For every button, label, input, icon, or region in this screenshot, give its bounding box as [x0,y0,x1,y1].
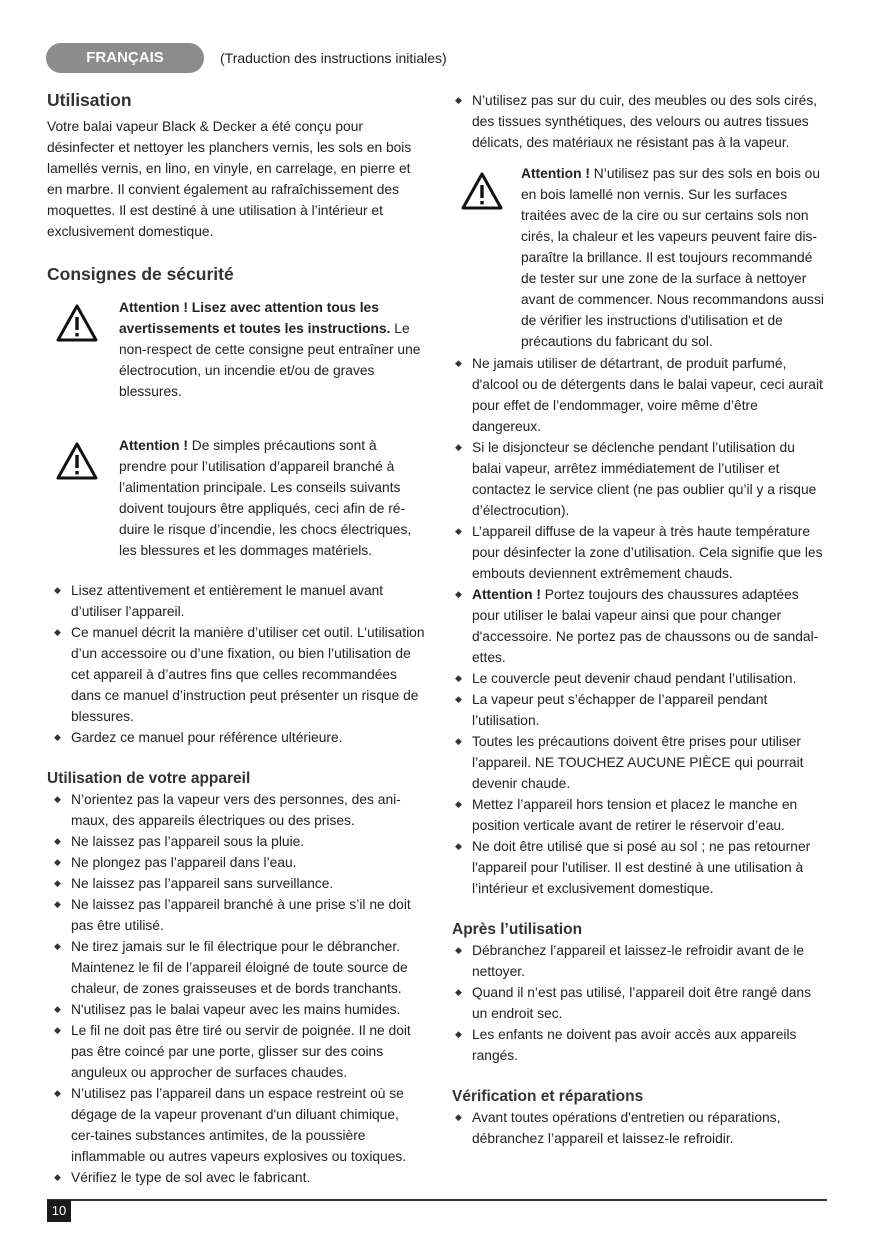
list-item: ◆ N’utilisez pas sur du cuir, des meubles ou des sols cirés, des tissues synthétiques, des velours ou autres tissues délicats, des matériaux ne résistant pas à la vapeur. [452,90,827,153]
attention-bold: Attention ! [472,587,541,602]
section-title-consignes: Consignes de sécurité [47,264,234,284]
warning-triangle-icon [55,441,99,481]
warning-block-2 [47,435,425,561]
list-item: ◆ Ne jamais utiliser de détartrant, de produit parfumé, d'alcool ou de détergents dans le balai vapeur, ceci aurait pour effet de l’endommager, voire même d’être dangereux. [452,353,827,437]
list-item: ◆ Ne laissez pas l’appareil sans surveillance. [47,873,425,894]
section-title-utilisation: Utilisation [47,90,132,110]
consignes-list [47,580,425,748]
list-item: ◆ Si le disjoncteur se déclenche pendant l’utilisation du balai vapeur, arrêtez immédiatement de l’utiliser et contactez le service client (ne pas oublier qu’il y a risque d’électrocution). [452,437,827,521]
verification-list [452,1107,827,1149]
list-item: ◆ Le couvercle peut devenir chaud pendant l’utilisation. [452,668,827,689]
warning-3-text: N’utilisez pas sur des sols en bois ou en bois lamellé non vernis. Sur les surfaces traitées avec de la cire ou sur certains sols non cirés, la chaleur et les vapeurs peuvent faire dis-paraître la brillance. Il est toujours recommandé de tester sur une zone de la surface à nettoyer avant de commencer. Nous recommandons aussi de vérifier les instructions d'utilisation et de précautions du fabricant du sol. [521,166,824,349]
list-item: ◆ Mettez l’appareil hors tension et placez le manche en position verticale avant de retirer le réservoir d’eau. [452,794,827,836]
translation-note: (Traduction des instructions initiales) [220,50,447,66]
list-item: ◆ Ne tirez jamais sur le fil électrique pour le débrancher. Maintenez le fil de l’appareil éloigné de toute source de chaleur, de zones graisseuses et de bords tranchants. [47,936,425,999]
warning-block-1 [47,297,425,402]
list-item: ◆ Toutes les précautions doivent être prises pour utiliser l’appareil. NE TOUCHEZ AUCUNE PIÈCE qui pourrait devenir chaude. [452,731,827,794]
warning-3-bold: Attention ! [521,166,590,181]
list-item: ◆ Ce manuel décrit la manière d’utiliser cet outil. L’utilisation d’un accessoire ou d’une fixation, ou bien l’utilisation de cet appareil à d’autres fins que celles recommandées dans ce manuel d’instruction peut présenter un risque de blessures. [47,622,425,727]
list-item: ◆ Quand il n’est pas utilisé, l’appareil doit être rangé dans un endroit sec. [452,982,827,1024]
warning-triangle-icon [460,171,504,211]
votre-appareil-list [47,789,425,1188]
list-item: ◆ Ne doit être utilisé que si posé au sol ; ne pas retourner l'appareil pour l'utiliser. Il est destiné à une utilisation à l’intérieur et exclusivement domestique. [452,836,827,899]
list-item: ◆ Ne laissez pas l’appareil branché à une prise s’il ne doit pas être utilisé. [47,894,425,936]
right-main-list [452,353,827,899]
warning-1-bold: Attention ! Lisez avec attention tous les avertissements et toutes les instructions. [119,300,391,336]
right-column [452,90,827,1149]
warning-1-text: Le non-respect de cette consigne peut entraîner une électrocution, un incendie et/ou de graves blessures. [119,321,421,399]
list-item: ◆ Débranchez l’appareil et laissez-le refroidir avant de le nettoyer. [452,940,827,982]
footer-divider [47,1199,827,1201]
attention-text: Portez toujours des chaussures adaptées pour utiliser le balai vapeur ainsi que pour changer d'accessoire. Ne portez pas de chaussons ou de sandal-ettes. [472,587,819,665]
list-item: ◆ Les enfants ne doivent pas avoir accès aux appareils rangés. [452,1024,827,1066]
list-item: ◆ N’orientez pas la vapeur vers des personnes, des ani-maux, des appareils électriques ou des prises. [47,789,425,831]
list-item: ◆ N'utilisez pas le balai vapeur avec les mains humides. [47,999,425,1020]
page-number: 10 [47,1200,71,1222]
list-item: ◆ La vapeur peut s’échapper de l’appareil pendant l’utilisation. [452,689,827,731]
utilisation-text: Votre balai vapeur Black & Decker a été conçu pour désinfecter et nettoyer les planchers vernis, les sols en bois lamellés vernis, en lino, en vinyle, en carrelage, en pierre et en marbre. Il convient également au rafraîchissement des moquettes. Il est destiné à une utilisation à l’intérieur et exclusivement domestique. [47,119,412,239]
warning-2-text: De simples précautions sont à prendre pour l’utilisation d’appareil branché à l’alimentation principale. Les conseils suivants doivent toujours être appliqués, ceci afin de ré-duire le risque d’incendie, les chocs électriques, les blessures et les dommages matériels. [119,438,412,558]
list-item: ◆ Le fil ne doit pas être tiré ou servir de poignée. Il ne doit pas être coincé par une porte, glisser sur des coins anguleux ou approcher de surfaces chaudes. [47,1020,425,1083]
warning-block-3 [452,163,827,352]
section-title-verification: Vérification et réparations [452,1088,644,1105]
apres-list [452,940,827,1066]
list-item: ◆ Vérifiez le type de sol avec le fabricant. [47,1167,425,1188]
list-item [452,584,827,668]
right-top-list [452,90,827,153]
list-item: ◆ Avant toutes opérations d'entretien ou réparations, débranchez l’appareil et laissez-le refroidir. [452,1107,827,1149]
list-item: ◆ N’utilisez pas l’appareil dans un espace restreint où se dégage de la vapeur provenant d'un diluant chimique, cer-taines substances antimites, de la poussière inflammable ou autres vapeurs explosives ou toxiques. [47,1083,425,1167]
section-title-votre-appareil: Utilisation de votre appareil [47,770,251,787]
list-item: ◆ Ne plongez pas l’appareil dans l’eau. [47,852,425,873]
warning-triangle-icon [55,303,99,343]
list-item: ◆ Ne laissez pas l’appareil sous la pluie. [47,831,425,852]
warning-2-bold: Attention ! [119,438,188,453]
language-badge: FRANÇAIS [46,43,204,73]
list-item: ◆ L’appareil diffuse de la vapeur à très haute température pour désinfecter la zone d’utilisation. Cela signifie que les embouts deviennent extrêmement chauds. [452,521,827,584]
list-item: ◆ Lisez attentivement et entièrement le manuel avant d’utiliser l’appareil. [47,580,425,622]
section-title-apres: Après l’utilisation [452,921,583,938]
left-column [47,90,425,1188]
list-item: ◆ Gardez ce manuel pour référence ultérieure. [47,727,425,748]
